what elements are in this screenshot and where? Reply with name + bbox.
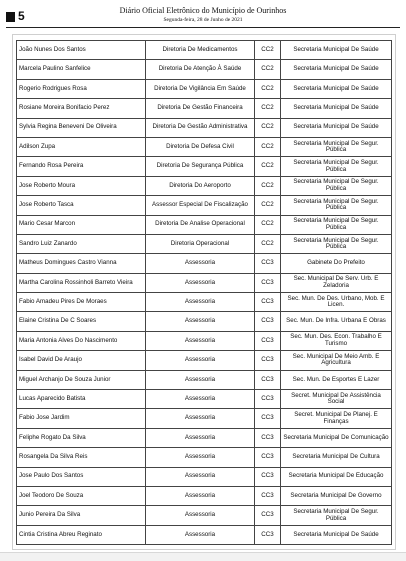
employee-name-cell: Rosangela Da Silva Reis bbox=[17, 448, 146, 467]
employee-name-cell: Rosiane Moreira Bonifacio Perez bbox=[17, 99, 146, 118]
department-cell: Secretaria Municipal De Segur. Pública bbox=[281, 157, 392, 176]
position-cell: Diretoria De Gestão Administrativa bbox=[146, 118, 255, 137]
position-cell: Assessoria bbox=[146, 273, 255, 292]
grade-code-cell: CC2 bbox=[255, 137, 281, 156]
department-cell: Secretaria Municipal De Comunicação bbox=[281, 428, 392, 447]
department-cell: Secretaria Municipal De Segur. Pública bbox=[281, 215, 392, 234]
position-cell: Diretoria De Gestão Financeira bbox=[146, 99, 255, 118]
department-cell: Sec. Mun. Des. Econ. Trabalho E Turismo bbox=[281, 331, 392, 350]
position-cell: Assessoria bbox=[146, 467, 255, 486]
grade-code-cell: CC2 bbox=[255, 99, 281, 118]
grade-code-cell: CC3 bbox=[255, 390, 281, 409]
table-row bbox=[17, 234, 392, 253]
department-cell: Secret. Municipal De Planej. E Finanças bbox=[281, 409, 392, 428]
position-cell: Assessoria bbox=[146, 448, 255, 467]
department-cell: Sec. Mun. De Infra. Urbana E Obras bbox=[281, 312, 392, 331]
table-row bbox=[17, 293, 392, 312]
position-cell: Assessoria bbox=[146, 312, 255, 331]
table-row bbox=[17, 448, 392, 467]
grade-code-cell: CC2 bbox=[255, 176, 281, 195]
grade-code-cell: CC3 bbox=[255, 428, 281, 447]
table-row bbox=[17, 409, 392, 428]
employee-name-cell: Martha Carolina Rossinholi Barreto Vieira bbox=[17, 273, 146, 292]
grade-code-cell: CC2 bbox=[255, 41, 281, 60]
grade-code-cell: CC3 bbox=[255, 506, 281, 525]
table-row bbox=[17, 196, 392, 215]
position-cell: Diretoria De Segurança Pública bbox=[146, 157, 255, 176]
grade-code-cell: CC3 bbox=[255, 254, 281, 273]
table-row bbox=[17, 137, 392, 156]
position-cell: Assessoria bbox=[146, 409, 255, 428]
table-row bbox=[17, 41, 392, 60]
position-cell: Assessoria bbox=[146, 486, 255, 505]
gazette-date: Segunda-feira, 28 de Junho de 2021 bbox=[163, 17, 243, 23]
position-cell: Assessor Especial De Fiscalização bbox=[146, 196, 255, 215]
table-row bbox=[17, 176, 392, 195]
page-header bbox=[0, 0, 406, 36]
position-cell: Assessoria bbox=[146, 331, 255, 350]
table-row bbox=[17, 60, 392, 79]
employee-name-cell: Fabio Jose Jardim bbox=[17, 409, 146, 428]
employee-name-cell: Junio Pereira Da Silva bbox=[17, 506, 146, 525]
employee-name-cell: Lucas Aparecido Batista bbox=[17, 390, 146, 409]
employee-name-cell: Marcela Paulino Sanfelice bbox=[17, 60, 146, 79]
employee-name-cell: Elaine Cristina De C Soares bbox=[17, 312, 146, 331]
table-row bbox=[17, 486, 392, 505]
table-row bbox=[17, 254, 392, 273]
department-cell: Secretaria Municipal De Saúde bbox=[281, 99, 392, 118]
department-cell: Secretaria Municipal De Saúde bbox=[281, 60, 392, 79]
grade-code-cell: CC2 bbox=[255, 157, 281, 176]
grade-code-cell: CC3 bbox=[255, 312, 281, 331]
employee-name-cell: Feliphe Rogato Da Silva bbox=[17, 428, 146, 447]
employee-name-cell: Sandro Luiz Zanardo bbox=[17, 234, 146, 253]
employee-name-cell: Matheus Domingues Castro Vianna bbox=[17, 254, 146, 273]
position-cell: Diretoria De Vigilância Em Saúde bbox=[146, 79, 255, 98]
table-row bbox=[17, 99, 392, 118]
department-cell: Secretaria Municipal De Segur. Pública bbox=[281, 234, 392, 253]
position-cell: Diretoria De Defesa Civil bbox=[146, 137, 255, 156]
table-row bbox=[17, 118, 392, 137]
grade-code-cell: CC3 bbox=[255, 370, 281, 389]
table-row bbox=[17, 370, 392, 389]
position-cell: Assessoria bbox=[146, 506, 255, 525]
position-cell: Assessoria bbox=[146, 390, 255, 409]
grade-code-cell: CC2 bbox=[255, 79, 281, 98]
department-cell: Sec. Mun. De Esportes E Lazer bbox=[281, 370, 392, 389]
department-cell: Secretaria Municipal De Educação bbox=[281, 467, 392, 486]
position-cell: Assessoria bbox=[146, 351, 255, 370]
position-cell: Assessoria bbox=[146, 370, 255, 389]
employee-name-cell: Joel Teodoro De Souza bbox=[17, 486, 146, 505]
employee-name-cell: Isabel David De Araujo bbox=[17, 351, 146, 370]
table-row bbox=[17, 215, 392, 234]
grade-code-cell: CC2 bbox=[255, 118, 281, 137]
table-row bbox=[17, 428, 392, 447]
department-cell: Secretaria Municipal De Governo bbox=[281, 486, 392, 505]
table-row bbox=[17, 467, 392, 486]
table-row bbox=[17, 157, 392, 176]
department-cell: Secretaria Municipal De Saúde bbox=[281, 118, 392, 137]
employee-name-cell: João Nunes Dos Santos bbox=[17, 41, 146, 60]
position-cell: Assessoria bbox=[146, 254, 255, 273]
employee-name-cell: Rogerio Rodrigues Rosa bbox=[17, 79, 146, 98]
table-row bbox=[17, 312, 392, 331]
header-divider bbox=[6, 27, 400, 28]
grade-code-cell: CC3 bbox=[255, 351, 281, 370]
table-row bbox=[17, 506, 392, 525]
department-cell: Secretaria Municipal De Segur. Pública bbox=[281, 176, 392, 195]
department-cell: Sec. Municipal De Meio Amb. E Agricultura bbox=[281, 351, 392, 370]
employee-name-cell: Fabio Amadeu Pires De Moraes bbox=[17, 293, 146, 312]
department-cell: Secretaria Municipal De Cultura bbox=[281, 448, 392, 467]
position-cell: Diretoria De Analise Operacional bbox=[146, 215, 255, 234]
grade-code-cell: CC2 bbox=[255, 196, 281, 215]
page-number: 5 bbox=[18, 9, 25, 23]
table-row bbox=[17, 79, 392, 98]
grade-code-cell: CC3 bbox=[255, 273, 281, 292]
position-cell: Assessoria bbox=[146, 525, 255, 544]
position-cell: Diretoria Do Aeroporto bbox=[146, 176, 255, 195]
gazette-title: Diário Oficial Eletrônico do Município de Ourinhos bbox=[119, 6, 287, 15]
department-cell: Secretaria Municipal De Saúde bbox=[281, 41, 392, 60]
table-row bbox=[17, 351, 392, 370]
position-cell: Diretoria De Atenção À Saúde bbox=[146, 60, 255, 79]
employee-name-cell: Fernando Rosa Pereira bbox=[17, 157, 146, 176]
position-cell: Diretoria De Medicamentos bbox=[146, 41, 255, 60]
employee-name-cell: Jose Roberto Tasca bbox=[17, 196, 146, 215]
grade-code-cell: CC3 bbox=[255, 467, 281, 486]
position-cell: Assessoria bbox=[146, 428, 255, 447]
table-row bbox=[17, 525, 392, 544]
employee-name-cell: Maria Antonia Alves Do Nascimento bbox=[17, 331, 146, 350]
grade-code-cell: CC2 bbox=[255, 60, 281, 79]
employee-name-cell: Adilson Zupa bbox=[17, 137, 146, 156]
position-cell: Diretoria Operacional bbox=[146, 234, 255, 253]
grade-code-cell: CC3 bbox=[255, 525, 281, 544]
table-row bbox=[17, 331, 392, 350]
department-cell: Sec. Mun. De Des. Urbano, Mob. E Licen. bbox=[281, 293, 392, 312]
grade-code-cell: CC3 bbox=[255, 448, 281, 467]
department-cell: Sec. Municipal De Serv. Urb. E Zeladoria bbox=[281, 273, 392, 292]
employee-name-cell: Jose Roberto Moura bbox=[17, 176, 146, 195]
grade-code-cell: CC2 bbox=[255, 215, 281, 234]
appointments-table bbox=[16, 40, 392, 545]
position-cell: Assessoria bbox=[146, 293, 255, 312]
grade-code-cell: CC2 bbox=[255, 234, 281, 253]
employee-name-cell: Sylvia Regina Beneveni De Oliveira bbox=[17, 118, 146, 137]
department-cell: Secretaria Municipal De Saúde bbox=[281, 79, 392, 98]
table-row bbox=[17, 390, 392, 409]
grade-code-cell: CC3 bbox=[255, 409, 281, 428]
employee-name-cell: Mario Cesar Marcon bbox=[17, 215, 146, 234]
department-cell: Secretaria Municipal De Segur. Pública bbox=[281, 196, 392, 215]
employee-name-cell: Cintia Cristina Abreu Reginato bbox=[17, 525, 146, 544]
table-row bbox=[17, 273, 392, 292]
department-cell: Secretaria Municipal De Segur. Pública bbox=[281, 506, 392, 525]
grade-code-cell: CC3 bbox=[255, 293, 281, 312]
department-cell: Secret. Municipal De Assistência Social bbox=[281, 390, 392, 409]
department-cell: Gabinete Do Prefeito bbox=[281, 254, 392, 273]
employee-name-cell: Jose Paulo Dos Santos bbox=[17, 467, 146, 486]
employee-name-cell: Miguel Archanjo De Souza Junior bbox=[17, 370, 146, 389]
department-cell: Secretaria Municipal De Saúde bbox=[281, 525, 392, 544]
grade-code-cell: CC3 bbox=[255, 331, 281, 350]
department-cell: Secretaria Municipal De Segur. Pública bbox=[281, 137, 392, 156]
grade-code-cell: CC3 bbox=[255, 486, 281, 505]
